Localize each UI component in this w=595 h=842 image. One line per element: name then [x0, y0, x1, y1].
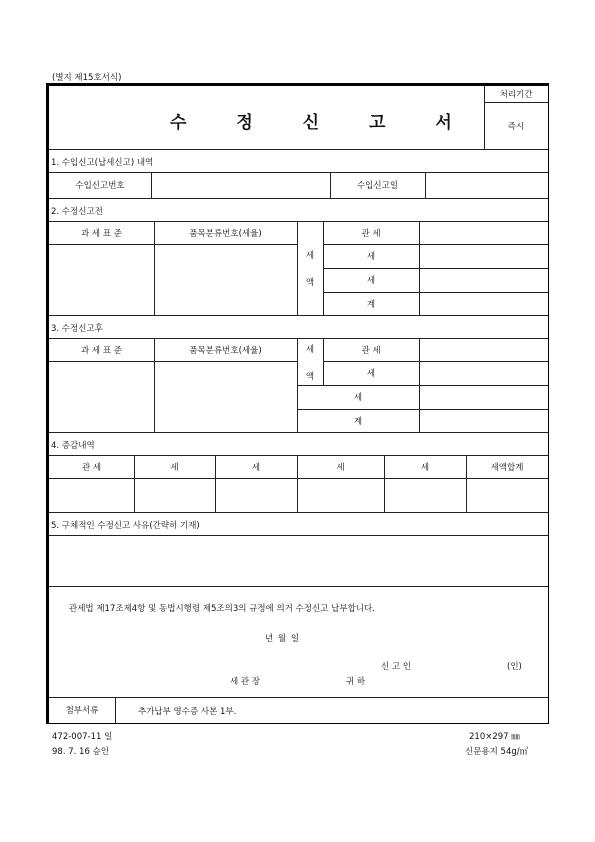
s1-v1: [151, 172, 152, 198]
s1-v3: [425, 172, 426, 198]
processing-period-value: 즉시: [507, 122, 525, 132]
form-number-label: (별지 제15호서식): [52, 73, 122, 83]
s4-col-tax-2: 세: [251, 462, 261, 473]
attachment-label: 첨부서류: [65, 706, 99, 716]
s2-tax-b: 세: [366, 276, 376, 286]
s3-customs: 관 세: [361, 345, 381, 356]
s4-col-tax-4: 세: [420, 462, 430, 473]
s3-tax-standard: 과 세 표 준: [81, 345, 122, 356]
s4-col-tax-3: 세: [336, 462, 345, 473]
s2-total: 계: [366, 299, 376, 310]
s1-bottom: [49, 198, 548, 199]
s4-mid: [49, 478, 548, 479]
import-no-label: 수입신고번호: [75, 181, 125, 191]
s3-tax-amount-1: 세: [305, 345, 315, 355]
section-5-heading: 5. 구체적인 수정신고 사유(간략히 기재): [51, 521, 200, 531]
form-code: 472-007-11 일: [52, 732, 113, 742]
s2-tax-a: 세: [366, 252, 376, 262]
s2-tax-amount-1: 세: [305, 251, 315, 261]
paper-type: 신문용지 54g/㎡: [465, 747, 529, 757]
s3-header-line: [49, 361, 297, 362]
s3-item-class: 품목분류번호(세율): [189, 345, 262, 356]
section-1-heading: 1. 수입신고(납세신고) 내역: [51, 158, 154, 168]
attachment-value: 추가납부 영수증 사본 1부.: [138, 707, 237, 717]
title-bottom-line: [49, 149, 548, 150]
s2-header-line: [49, 244, 297, 245]
s5-bottom: [49, 586, 548, 587]
s2-v2: [297, 221, 298, 315]
paper-size: 210×297 ㎜: [469, 732, 520, 742]
s5-top: [49, 535, 548, 536]
attach-top: [49, 697, 548, 698]
honorific-label: 귀 하: [346, 677, 366, 687]
s2-v4: [419, 221, 420, 315]
form-title: 수 정 신 고 서: [170, 113, 474, 133]
s4-col-tax-1: 세: [170, 462, 179, 473]
s3-tax-a: 세: [366, 369, 376, 379]
s3-bottom: [49, 432, 548, 433]
import-date-label: 수입신고일: [356, 181, 399, 191]
approval-date: 98. 7. 16 승인: [52, 747, 109, 757]
declaration-statement: 관세법 제17조제4항 및 동법시행령 제5조의3의 규정에 의거 수정신고 납부합니다.: [69, 604, 375, 614]
s4-col-total: 세액합계: [490, 462, 524, 473]
s2-bottom: [49, 315, 548, 316]
s3-v4: [419, 338, 420, 432]
s2-customs: 관 세: [361, 228, 381, 239]
declaration-date: 년 월 일: [265, 634, 300, 644]
recipient-label: 세 관 장: [230, 677, 261, 687]
section-4-heading: 4. 증감내역: [51, 441, 95, 451]
s2-tax-amount-2: 액: [305, 278, 315, 288]
declarant-label: 신 고 인: [381, 662, 412, 672]
section-3-heading: 3. 수정신고후: [51, 324, 103, 334]
s3-tax-b: 세: [353, 393, 363, 403]
s4-bottom: [49, 512, 548, 513]
s3-tax-amount-2: 액: [305, 372, 315, 382]
s4-col-customs: 관 세: [81, 462, 102, 473]
processing-period-label: 처리기간: [499, 90, 533, 100]
attach-v: [115, 697, 116, 723]
section-2-heading: 2. 수정신고전: [51, 207, 103, 217]
s3-total: 계: [353, 416, 363, 427]
seal-mark: (인): [507, 662, 522, 672]
s2-item-class: 품목분류번호(세율): [189, 228, 262, 239]
s2-tax-standard: 과 세 표 준: [81, 228, 122, 239]
